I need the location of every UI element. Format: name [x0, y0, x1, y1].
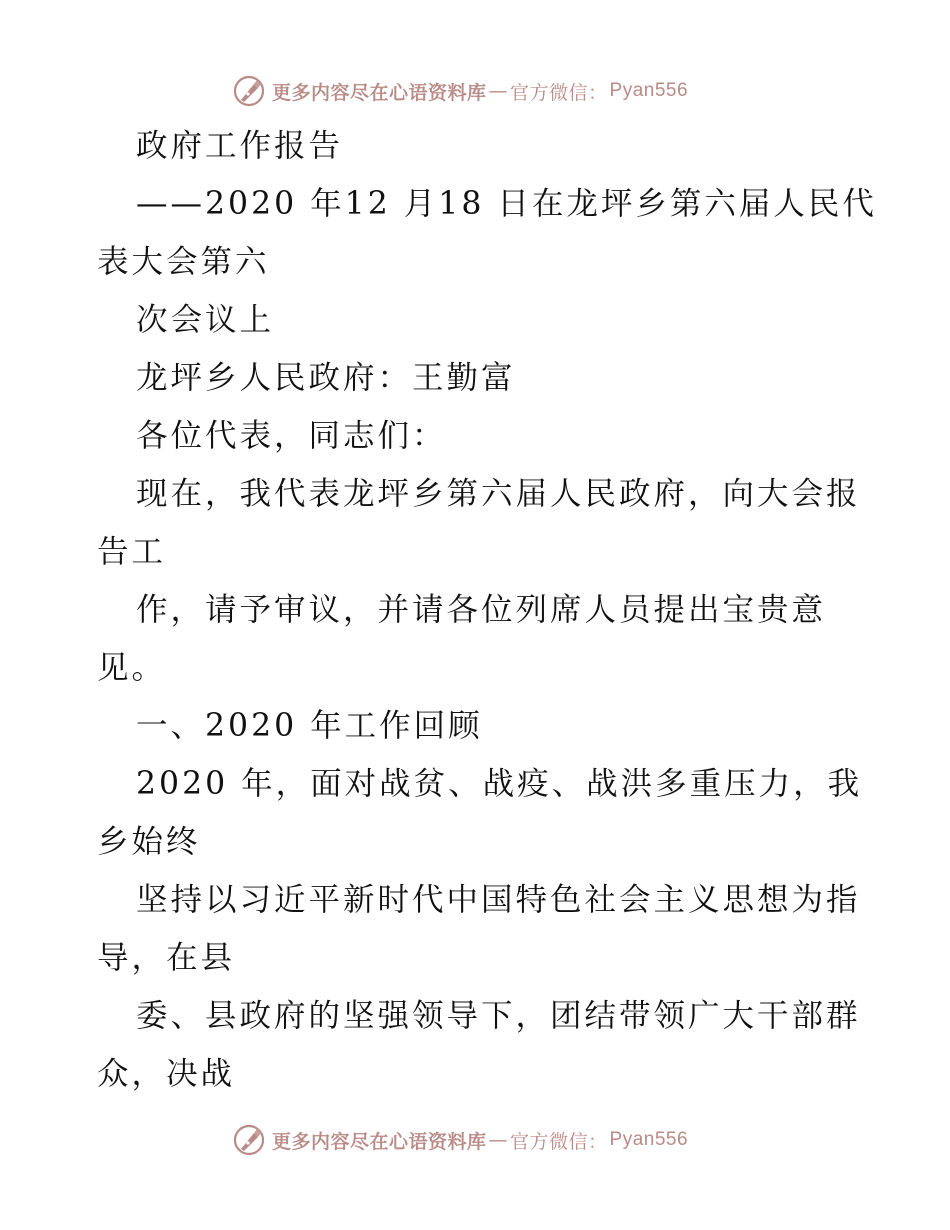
watermark-dash: — [488, 80, 509, 102]
doc-paragraph-line: 乡始终 [97, 824, 201, 860]
doc-paragraph-line: 现在，我代表龙坪乡第六届人民政府，向大会报 [136, 476, 861, 512]
fountain-pen-logo-icon [232, 74, 266, 108]
doc-subtitle-cont: 表大会第六 [97, 244, 270, 280]
header-watermark [232, 72, 688, 110]
doc-section-heading: 一、2020 年工作回顾 [136, 708, 483, 744]
doc-paragraph-line: 委、县政府的坚强领导下，团结带领广大干部群 [136, 998, 861, 1034]
doc-paragraph-line: 见。 [97, 650, 167, 686]
watermark-site-text: 更多内容尽在心语资料库 [272, 1130, 487, 1153]
doc-paragraph-line: 坚持以习近平新时代中国特色社会主义思想为指 [136, 882, 861, 918]
doc-title: 政府工作报告 [136, 128, 344, 164]
watermark-label: 官方微信： [510, 1130, 608, 1153]
doc-paragraph-line: 作，请予审议，并请各位列席人员提出宝贵意 [136, 592, 827, 628]
watermark-label: 官方微信： [510, 81, 608, 104]
doc-paragraph-line: 众，决战 [97, 1056, 236, 1092]
watermark-dash: — [488, 1129, 509, 1151]
doc-salutation: 各位代表，同志们： [136, 418, 447, 454]
doc-subtitle-end: 次会议上 [136, 302, 275, 338]
doc-paragraph-line: 告工 [97, 534, 167, 570]
doc-paragraph-line: 导，在县 [97, 940, 236, 976]
doc-paragraph-line: 2020 年，面对战贫、战疫、战洪多重压力，我 [136, 766, 863, 802]
watermark-id: Pyan556 [609, 1129, 689, 1150]
footer-watermark [232, 1121, 688, 1159]
fountain-pen-logo-icon [232, 1123, 266, 1157]
watermark-id: Pyan556 [609, 80, 689, 101]
doc-author: 龙坪乡人民政府：王勤富 [136, 360, 516, 396]
watermark-site-text: 更多内容尽在心语资料库 [272, 81, 487, 104]
doc-subtitle-line: ——2020 年12 月18 日在龙坪乡第六届人民代 [136, 186, 877, 222]
